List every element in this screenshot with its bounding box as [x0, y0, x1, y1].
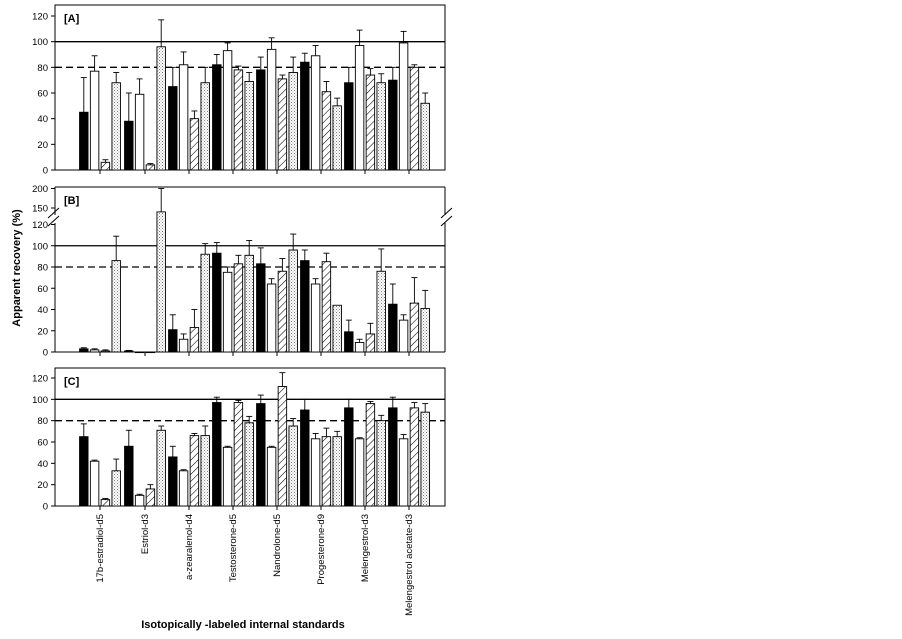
bar [389, 408, 398, 506]
bar [223, 447, 232, 506]
bar [301, 62, 310, 170]
panel-label: [B] [64, 195, 80, 207]
bar [169, 87, 178, 170]
bar [399, 320, 408, 352]
bar [301, 261, 310, 352]
bar [125, 351, 134, 352]
y-tick-label: 20 [37, 326, 48, 338]
bar [157, 430, 166, 506]
bar [213, 403, 222, 506]
bar [289, 250, 298, 352]
bar [366, 334, 375, 352]
bar [90, 461, 99, 506]
bar [179, 65, 188, 170]
bar [234, 403, 243, 506]
bar [146, 352, 155, 353]
bar [289, 72, 298, 170]
y-tick-label: 100 [32, 241, 48, 253]
bar [245, 81, 254, 170]
bar [410, 67, 419, 170]
bar [355, 342, 364, 352]
y-tick-label: 120 [32, 220, 48, 231]
category-label: Melengestrol-d3 [360, 514, 371, 583]
bar [169, 330, 178, 352]
y-tick-label: 120 [32, 11, 48, 23]
bar [179, 471, 188, 506]
bar [289, 426, 298, 506]
bar [157, 47, 166, 170]
bar [421, 103, 430, 170]
bar [190, 119, 199, 170]
bar [278, 79, 287, 170]
category-label: Nandrolone-d5 [272, 514, 283, 577]
bar [345, 83, 354, 170]
axis-break-mark-left [48, 208, 59, 218]
bar [345, 408, 354, 506]
bar [267, 447, 276, 506]
y-tick-label: 20 [37, 480, 48, 492]
bar [179, 339, 188, 352]
bar [355, 439, 364, 506]
panels-layer [32, 5, 452, 616]
bar [201, 83, 210, 170]
bar [389, 80, 398, 170]
bar [112, 471, 121, 506]
bar [157, 212, 166, 352]
bar [410, 303, 419, 352]
bar [223, 51, 232, 170]
y-tick-label: 40 [37, 114, 48, 126]
bar [278, 387, 287, 506]
y-tick-label: 200 [32, 184, 48, 195]
y-tick-label: 0 [42, 347, 48, 359]
bar [112, 261, 121, 352]
bar [322, 437, 331, 506]
bar [257, 264, 266, 352]
y-tick-label: 40 [37, 458, 48, 470]
bar [322, 92, 331, 170]
panel-label: [C] [64, 376, 80, 388]
bar [234, 264, 243, 352]
y-tick-label: 60 [37, 88, 48, 100]
y-axis-label: Apparent recovery (%) [11, 209, 23, 327]
y-tick-label: 60 [37, 437, 48, 449]
bar [190, 436, 199, 506]
y-tick-label: 150 [32, 203, 48, 215]
bar [333, 437, 342, 506]
bar [80, 437, 89, 506]
bar [190, 328, 199, 352]
bar [90, 350, 99, 352]
bar [101, 500, 110, 506]
bar [311, 439, 320, 506]
bar [389, 304, 398, 352]
bar [169, 457, 178, 506]
panel-label: [A] [64, 13, 80, 25]
bar [267, 49, 276, 170]
bar [278, 271, 287, 352]
bar [267, 284, 276, 352]
category-label: Melengestrol acetate-d3 [404, 514, 415, 616]
bar [80, 349, 89, 352]
bar [366, 404, 375, 506]
y-tick-label: 80 [37, 62, 48, 74]
bar [333, 106, 342, 170]
category-label: Progesterone-d9 [316, 514, 327, 585]
bar [399, 439, 408, 506]
y-tick-label: 0 [42, 165, 48, 177]
bar [213, 253, 222, 352]
bar [101, 162, 110, 170]
category-label: Estriol-d3 [140, 514, 151, 555]
y-tick-label: 60 [37, 283, 48, 295]
axis-break-mark-right [441, 216, 452, 226]
bar [245, 255, 254, 352]
bar [112, 83, 121, 170]
bar [257, 404, 266, 506]
bar [311, 56, 320, 170]
bar [366, 75, 375, 170]
bar [201, 436, 210, 506]
bar [399, 43, 408, 170]
y-tick-label: 80 [37, 416, 48, 428]
y-tick-label: 100 [32, 394, 48, 406]
bar [421, 412, 430, 506]
bar [234, 70, 243, 170]
bar [377, 83, 386, 170]
bar [125, 121, 134, 170]
bar [101, 351, 110, 352]
panel-c [32, 368, 445, 513]
x-axis-label: Isotopically -labeled internal standards [141, 619, 345, 631]
bar [90, 71, 99, 170]
bar [410, 408, 419, 506]
y-tick-label: 100 [32, 37, 48, 49]
bar [345, 332, 354, 352]
bar [223, 272, 232, 352]
bar [146, 165, 155, 170]
bar [355, 46, 364, 170]
bar [245, 423, 254, 506]
bar [213, 65, 222, 170]
bar [301, 410, 310, 506]
bar [135, 495, 144, 506]
bar [377, 421, 386, 506]
y-tick-label: 40 [37, 305, 48, 316]
bar [146, 489, 155, 506]
bar [421, 308, 430, 352]
bar [377, 271, 386, 352]
bar [135, 352, 144, 353]
y-tick-label: 80 [37, 262, 48, 274]
bar [322, 262, 331, 352]
bar [333, 305, 342, 352]
axis-break-mark-right [441, 208, 452, 218]
bar [257, 70, 266, 170]
y-tick-label: 0 [42, 501, 48, 513]
bar [80, 112, 89, 170]
category-label: 17b-estradiol-d5 [95, 514, 106, 583]
y-tick-label: 20 [37, 139, 48, 151]
category-label: Testosterone-d5 [228, 514, 239, 583]
bar [201, 254, 210, 352]
bar [125, 446, 134, 506]
y-tick-label: 120 [32, 373, 48, 385]
category-labels [95, 514, 415, 616]
panel-b [32, 184, 452, 359]
panel-a [32, 5, 445, 177]
bar [135, 94, 144, 170]
bar [311, 284, 320, 352]
category-label: a-zearalenol-d4 [184, 514, 195, 581]
